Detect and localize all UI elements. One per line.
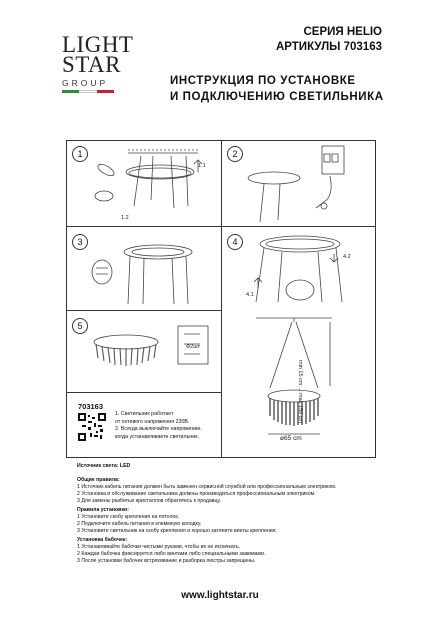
article-name: АРТИКУЛЫ 703163	[275, 41, 382, 53]
list-item: 3 После установки бабочек встряхивание и разборка люстры запрещены.	[77, 558, 256, 564]
logo-flag	[62, 90, 114, 93]
logo-line1: LIGHT	[62, 32, 134, 57]
list-item: 1 Источник кабель питания должен быть заменен сервисной службой или профессиональным электриком.	[77, 484, 337, 490]
note-line: 2. Всегда выключайте напряжение,	[115, 426, 202, 432]
list-item: 1 Установите скобу крепления на потолок.	[77, 514, 180, 520]
label-1-2: 1.2	[121, 215, 129, 221]
divider-h2	[66, 310, 221, 311]
bulb-rules	[77, 537, 377, 565]
light-source-text: Источник света: LED	[77, 463, 131, 469]
series-name: СЕРИЯ HELIO	[303, 26, 382, 38]
step-number: 1	[72, 146, 88, 162]
step5-illustration	[86, 320, 216, 388]
title-line1: ИНСТРУКЦИЯ ПО УСТАНОВКЕ	[170, 75, 356, 87]
list-item: 2 Установка и обслуживание светильника должны производиться профессиональным электриком.	[77, 491, 316, 497]
note-line: когда устанавливаете светильник.	[115, 433, 200, 440]
step4-illustration	[242, 232, 372, 308]
general-heading: Общие правила:	[77, 477, 120, 483]
voltage-note	[115, 411, 230, 441]
list-item: 3 Для замены разбитых кристаллов обратитесь к продавцу.	[77, 498, 222, 504]
series-header	[276, 25, 382, 55]
step-number: 4	[227, 234, 243, 250]
install-rules	[77, 507, 377, 535]
step1-illustration	[86, 148, 216, 224]
general-rules	[77, 477, 377, 505]
label-4-2: 4.2	[343, 254, 351, 260]
website-link[interactable]: www.lightstar.ru	[181, 590, 259, 601]
label-count: Ф2шт	[186, 344, 201, 350]
label-4-1: 4.1	[246, 292, 254, 298]
qr-code	[78, 413, 106, 441]
title-line2: И ПОДКЛЮЧЕНИЮ СВЕТИЛЬНИКА	[170, 90, 384, 103]
step3-illustration	[86, 238, 216, 308]
note-line: 1. Светильник работает	[115, 411, 174, 417]
install-heading: Правила установки:	[77, 507, 129, 513]
height-label: min 15 cm ... max 150 cm	[297, 360, 303, 423]
divider-h1	[66, 226, 376, 227]
article-code: 703163	[78, 402, 104, 411]
step-number: 3	[72, 234, 88, 250]
diameter-label: ø65 cm	[280, 435, 302, 442]
note-line: от сетевого напряжения 230В.	[115, 418, 190, 425]
step2-illustration	[244, 146, 372, 224]
list-item: 1 Устанавливайте бабочки чистыми руками, чтобы их не испачкать.	[77, 544, 241, 550]
brand-logo	[62, 34, 134, 104]
list-item: 3 Установите светильник на скобу крепления и хорошо затяните винты крепления.	[77, 528, 277, 534]
logo-line2: STAR	[62, 52, 121, 77]
step-number: 2	[227, 146, 243, 162]
step-number: 5	[72, 318, 88, 334]
page-title	[170, 74, 384, 105]
list-item: 2 Подключите кабель питания в клеммную колодку.	[77, 521, 202, 527]
divider-v1	[221, 140, 222, 310]
label-1-1: 1.1	[198, 163, 206, 169]
divider-h3	[66, 392, 221, 393]
logo-line3: GROUP	[62, 78, 109, 88]
list-item: 2 Каждая бабочка фиксируется либо винтами либо специальными зажимами.	[77, 551, 266, 557]
bulbs-heading: Установка бабочек:	[77, 537, 128, 543]
light-source	[77, 463, 377, 470]
